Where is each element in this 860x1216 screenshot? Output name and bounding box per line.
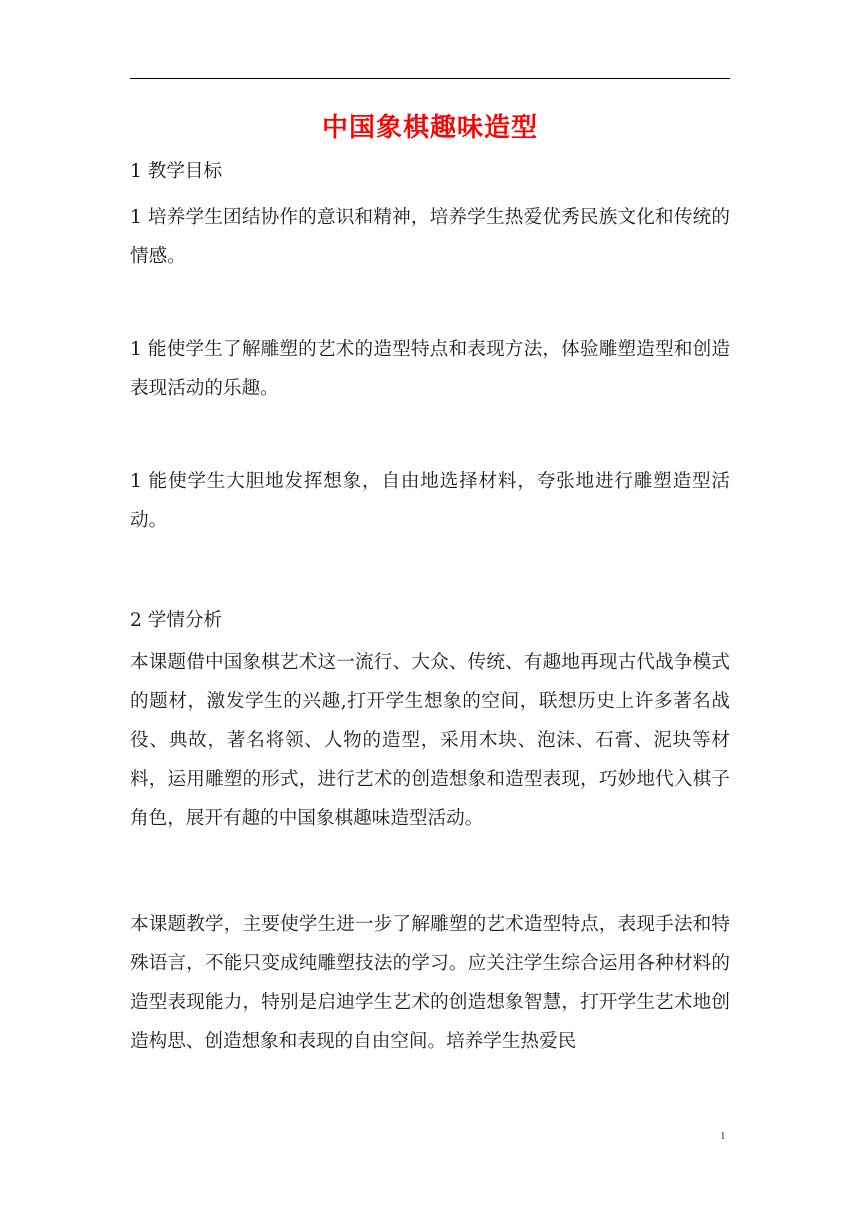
analysis-paragraph-2: 本课题教学，主要使学生进一步了解雕塑的艺术造型特点，表现手法和特殊语言，不能只变成纯雕塑技法的学习。应关注学生综合运用各种材料的造型表现能力，特别是启迪学生艺术的创造想象智慧，打开学生艺术地创造构思、创造想象和表现的自由空间。培养学生热爱民 [130,914,730,1052]
page-number: 1 [720,1130,726,1142]
section-heading-objectives: 1 教学目标 [130,161,223,182]
objective-paragraph-2: 1 能使学生了解雕塑的艺术的造型特点和表现方法，体验雕塑造型和创造表现活动的乐趣。 [130,339,730,399]
section-heading-analysis: 2 学情分析 [130,610,223,631]
document-title: 中国象棋趣味造型 [321,113,538,143]
objective-paragraph-1: 1 培养学生团结协作的意识和精神，培养学生热爱优秀民族文化和传统的情感。 [130,207,730,267]
objective-paragraph-3: 1 能使学生大胆地发挥想象，自由地选择材料，夸张地进行雕塑造型活动。 [130,471,730,531]
analysis-paragraph-1: 本课题借中国象棋艺术这一流行、大众、传统、有趣地再现古代战争模式的题材，激发学生的兴趣,打开学生想象的空间，联想历史上许多著名战役、典故，著名将领、人物的造型，采用木块、泡沫、石膏、泥块等材料，运用雕塑的形式，进行艺术的创造想象和造型表现，巧妙地代入棋子角色，展开有趣的中国象棋趣味造型活动。 [130,652,730,829]
header-rule [130,78,730,79]
